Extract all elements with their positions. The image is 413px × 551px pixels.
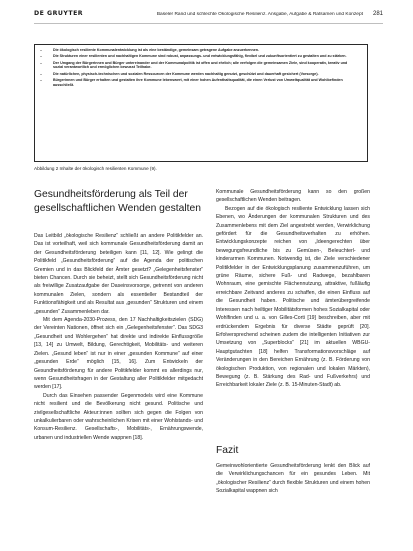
page-number: 281: [372, 11, 383, 17]
body-paragraph: Mit dem Agenda-2030-Prozess, den 17 Nachhaltigkeitszielen (SDG) der Vereinten Nationen, öffnet sich ein „Gelegenheitsfenster“. Das SDG3 „Gesundheit und Wohlergehen“ hat direkte und indirekte Einflussgröße [13, 14] zu Umwelt, Bildung, Gerechtigkeit, Mobilitäts- und weiteren Zielen. „Gesund leben“ ist nur in einer „gesunden Kommune“ auf einer „gesunden Erde“ möglich [15, 16]. Zum Entwickeln der Gesundheitsförderung für andere Politikfelder kommt es allerdings nur, wenn Gesundheitsfragen in der Gestaltung aller Politikfelder mitgedacht werden [17].: [34, 317, 203, 391]
principle-text: Der Umgang der Bürgerinnen und Bürger untereinander und der Kommunalpolitik ist offen und ehrlich; alle verfolgen die gemeinsamen Ziele, sind kooperativ, kreativ und sozial verantwortlich und ermöglichen bewusst Teilhabe.: [53, 60, 348, 70]
principle-item: [40, 78, 358, 87]
left-column: [34, 232, 203, 442]
body-paragraph: Gemeinwohlorientierte Gesundheitsförderung lenkt den Blick auf die Verwirklichungschancen für ein gesundes Leben. Mit „ökologischer Resilienz“ durch flexible Strukturen und einem hohen Sozialkapital wappnen sich: [216, 463, 370, 495]
body-paragraph: Bezogen auf die ökologisch resiliente Entwicklung lassen sich Ebenen, wo Änderungen der kommunalen Strukturen und des Zusammenlebens mit dem Ziel angestrebt werden, Verwirklichung gefördert für die Gesundheitsverhalten zu erhöhen. Entwicklungskonzepte reichen von „Ideengerechten über bewegungsfreundliche bis zu Gemüsen-, Beleuchterl- und kinderarmen Kommunen. Notwendig ist, die Ziele verschiedener Politikfelder in der Entwicklungsplanung zusammenzuführen, um grüne Räume, sichere Fuß- und Radwege, bezahlbaren Wohnraum, eine gemischte Flächennutzung, attraktive, fußläufig erreichbare Zeitvand anderes zu schaffen, die einen Einfluss auf die Gesundheit haben. Politische und ämterübergreifende Interessen nach heiltiger Mobilitätsformen hohes Sozialkapital oder Wohlfinden und u. a. von Gilles-Corti [19] beschreiben, aber mit erdrückendem Ergebnis für diverse Städte geprüft [20]. Erfolversprechend scheinen zudem die intelligenten Initiativen zur Umsetzung von „Superblocks“ [21] im aktuellen WBGU-Hauptgutachten [18] helfen Transformationsvorschläge auf Veränderungen in den Bereichen Ernährung (z. B. Förderung von ökologischen Produktion, von regionalen und lokalen Märkten), Bewegung (z. B. Stärkung des Rad- und Fußverkehrs) und Erreichbarkeit lokaler Ziele (z. B. 15-Minuten-Stadt) ab.: [216, 205, 370, 389]
bullet-dash-icon: –: [40, 60, 43, 65]
principle-text: Bürgerinnen und Bürger erhalten und gestalten ihre Kommune lebenswert, mit einer hohen Aufenthaltsqualität, die einen Verlust von Umweltqualität und Wohlbefinden ausschließt.: [53, 78, 343, 87]
bullet-dash-icon: –: [40, 48, 43, 52]
principle-item: [40, 48, 358, 53]
body-paragraph: Das Leitbild „ökologische Resilienz“ schließt an andere Politikfelder an. Das ist vorteilhaft, weil sich kommunale Gesundheitsförderung damit an der Gesundheitsförderung beteiligen kann [11, 12]. Wie gelingt die Politikfeld „Gesundheitsförderung“ auf die Agenda der politischen Gremien und in das Blickfeld der Ämter gesetzt? „Gelegenheitsfenster“ bieten Chancen. Durch sie beheizt, stellt sich Gesundheitsförderung nicht als freiwillige Zusatzaufgabe der Daseinsvorsorge, getrennt von anderen kommunalen Zielen, sondern als essentieller Bestandteil der Funktionsfähigkeit und als Resultat aus „gesunden“ Strukturen und einem „gesunden“ Zusammenleben dar.: [34, 233, 203, 315]
right-column: [216, 188, 370, 390]
running-header: [34, 10, 383, 24]
right-column-fazit: [216, 462, 370, 496]
principle-text: Die Strukturen einer resilienten und nachhaltigen Kommune sind robust, anpassungs- und entwicklungsfähig, flexibel und zukunftsorientiert zu gestalten und zu stärken.: [53, 54, 347, 59]
bullet-dash-icon: –: [40, 54, 43, 59]
bullet-dash-icon: –: [40, 71, 43, 76]
principle-text: Die natürlichen, physisch-technischen und sozialen Ressourcen der Kommune werden nachhaltig genutzt, geschützt und dauerhaft gesichert (Vorsorge).: [53, 71, 319, 76]
body-paragraph: Durch das Einsehen passender Gegenmodels wird eine Kommune nicht resilient und die Bevölkerung nicht gesund. Politische und zivilgesellschaftliche Akteur:innen sollten sich gegen die Folgen von unkalkulierbaren oder wahrscheinlichen Krisen mit einer Wohlstands- und Konsum-Resilienz. Gesellschafts-, Mobilitäts-, Ernährungswende, urbanen und industriellen Wende wappnen [18].: [34, 392, 203, 441]
bullet-dash-icon: –: [40, 78, 43, 83]
running-title: Baseler Rand und schlechte Ökologische Resilienz. Ansgabe, Aufgabe & Ratsamen und Konzept: [156, 12, 363, 17]
principles-list: [40, 48, 358, 87]
principle-item: [40, 61, 358, 70]
figure-caption: Abbildung 2 Inhalte der ökologisch resilienten Kommune (9).: [34, 166, 157, 171]
principle-item: [40, 54, 358, 59]
principle-item: [40, 72, 358, 77]
section-heading-fazit: Fazit: [216, 445, 239, 456]
body-paragraph: Kommunale Gesundheitsförderung kann so den großen gesellschaftlichen Wenden beitragen.: [216, 189, 370, 204]
principles-box: [34, 44, 368, 162]
section-heading-gesundheitsfoerderung: Gesundheitsförderung als Teil der gesellschaftlichen Wenden gestalten: [34, 189, 201, 214]
publisher-logo: DE GRUYTER: [34, 10, 84, 17]
principle-text: Die ökologisch resiliente Kommunalentwicklung ist als eine beständige, gemeinsam getragene Aufgabe anzuerkennen.: [53, 48, 260, 52]
